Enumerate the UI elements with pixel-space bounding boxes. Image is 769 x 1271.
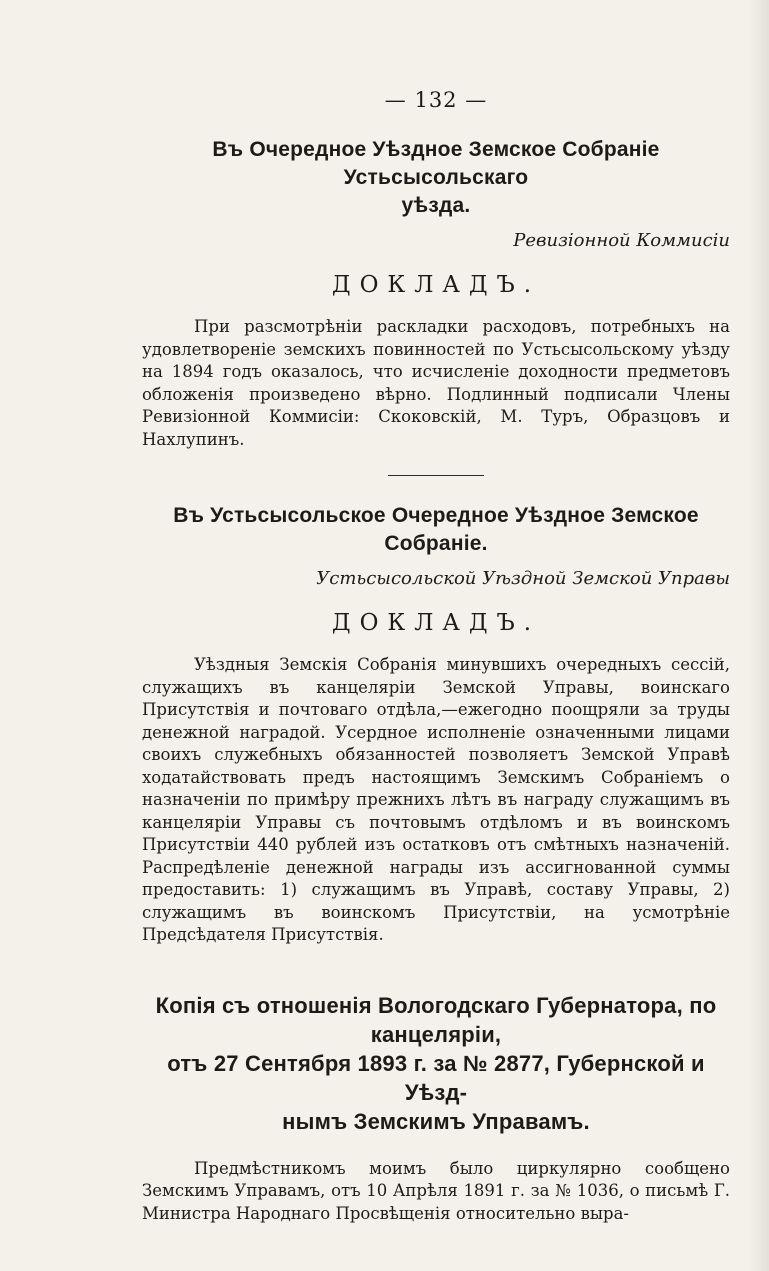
section2-body: Уѣздныя Земскія Собранія минувшихъ очередныхъ сессій, служащихъ въ канцеляріи Земской Управы, воинскаго Присутствія и почтоваго отдѣла,—ежегодно поощряли за труды денежной наградой. Усердное исполненіе означенными лицами своихъ служебныхъ обязанностей позволяетъ Земской Управѣ ходатайствовать предъ настоящимъ Земскимъ Собраніемъ о назначеніи по примѣру прежнихъ лѣтъ въ награду служащимъ въ канцеляріи Управы съ почтовымъ отдѣломъ и въ воинскомъ Присутствіи 440 рублей изъ остатковъ отъ смѣтныхъ назначеній. Распредѣленіе денежной награды изъ ассигнованной суммы предоставить: 1) служащимъ въ Управѣ, составу Управы, 2) служащимъ въ воинскомъ Присутствіи, на усмотрѣніе Предсѣдателя Присутствія. xyxy=(142,655,730,944)
section1-body: При разсмотрѣніи раскладки расходовъ, потребныхъ на удовлетвореніе земскихъ повинностей по Устьсысольскому уѣзду на 1894 годъ оказалось, что исчисленіе доходности предметовъ обложенія произведено вѣрно. Подлинный подписали Члены Ревизіонной Коммисіи: Скоковскій, М. Туръ, Образцовъ и Нахлупинъ. xyxy=(142,317,730,449)
page-number: — 132 — xyxy=(384,88,488,112)
section1-heading-line2: уѣзда. xyxy=(401,194,471,217)
section3-heading-line1: Копія съ отношенія Вологодскаго Губернатора, по канцеляріи, xyxy=(155,992,717,1047)
text-column xyxy=(142,88,730,1225)
section-divider xyxy=(388,475,484,476)
section-governor-copy xyxy=(142,991,730,1226)
section-gap xyxy=(142,947,730,991)
section2-heading: Въ Устьсысольское Очередное Уѣздное Земское Собраніе. xyxy=(173,504,699,555)
section3-heading xyxy=(142,991,730,1136)
section1-heading xyxy=(142,136,730,220)
section3-body: Предмѣстникомъ моимъ было циркулярно сообщено Земскимъ Управамъ, отъ 10 Апрѣля 1891 г. за № 1036, о письмѣ Г. Министра Народнаго Просвѣщенія относительно выра- xyxy=(142,1158,730,1223)
section-zemstvo-board xyxy=(142,502,730,947)
section3-heading-line3: нымъ Земскимъ Управамъ. xyxy=(282,1108,590,1134)
page-edge-shadow xyxy=(747,0,769,1271)
section1-addressee: Ревизіонной Коммисіи xyxy=(513,230,730,251)
section3-heading-line2: отъ 27 Сентября 1893 г. за № 2877, Губернской и Уѣзд- xyxy=(167,1050,705,1105)
section-revision-commission xyxy=(142,136,730,451)
section2-addressee: Устьсысольской Уѣздной Земской Управы xyxy=(316,568,730,589)
section1-doc-title: ДОКЛАДЪ. xyxy=(331,272,541,298)
section1-heading-line1: Въ Очередное Уѣздное Земское Собраніе Устьсысольскаго xyxy=(212,138,660,189)
section3-spacer xyxy=(142,1136,730,1158)
section2-doc-title: ДОКЛАДЪ. xyxy=(331,610,541,636)
